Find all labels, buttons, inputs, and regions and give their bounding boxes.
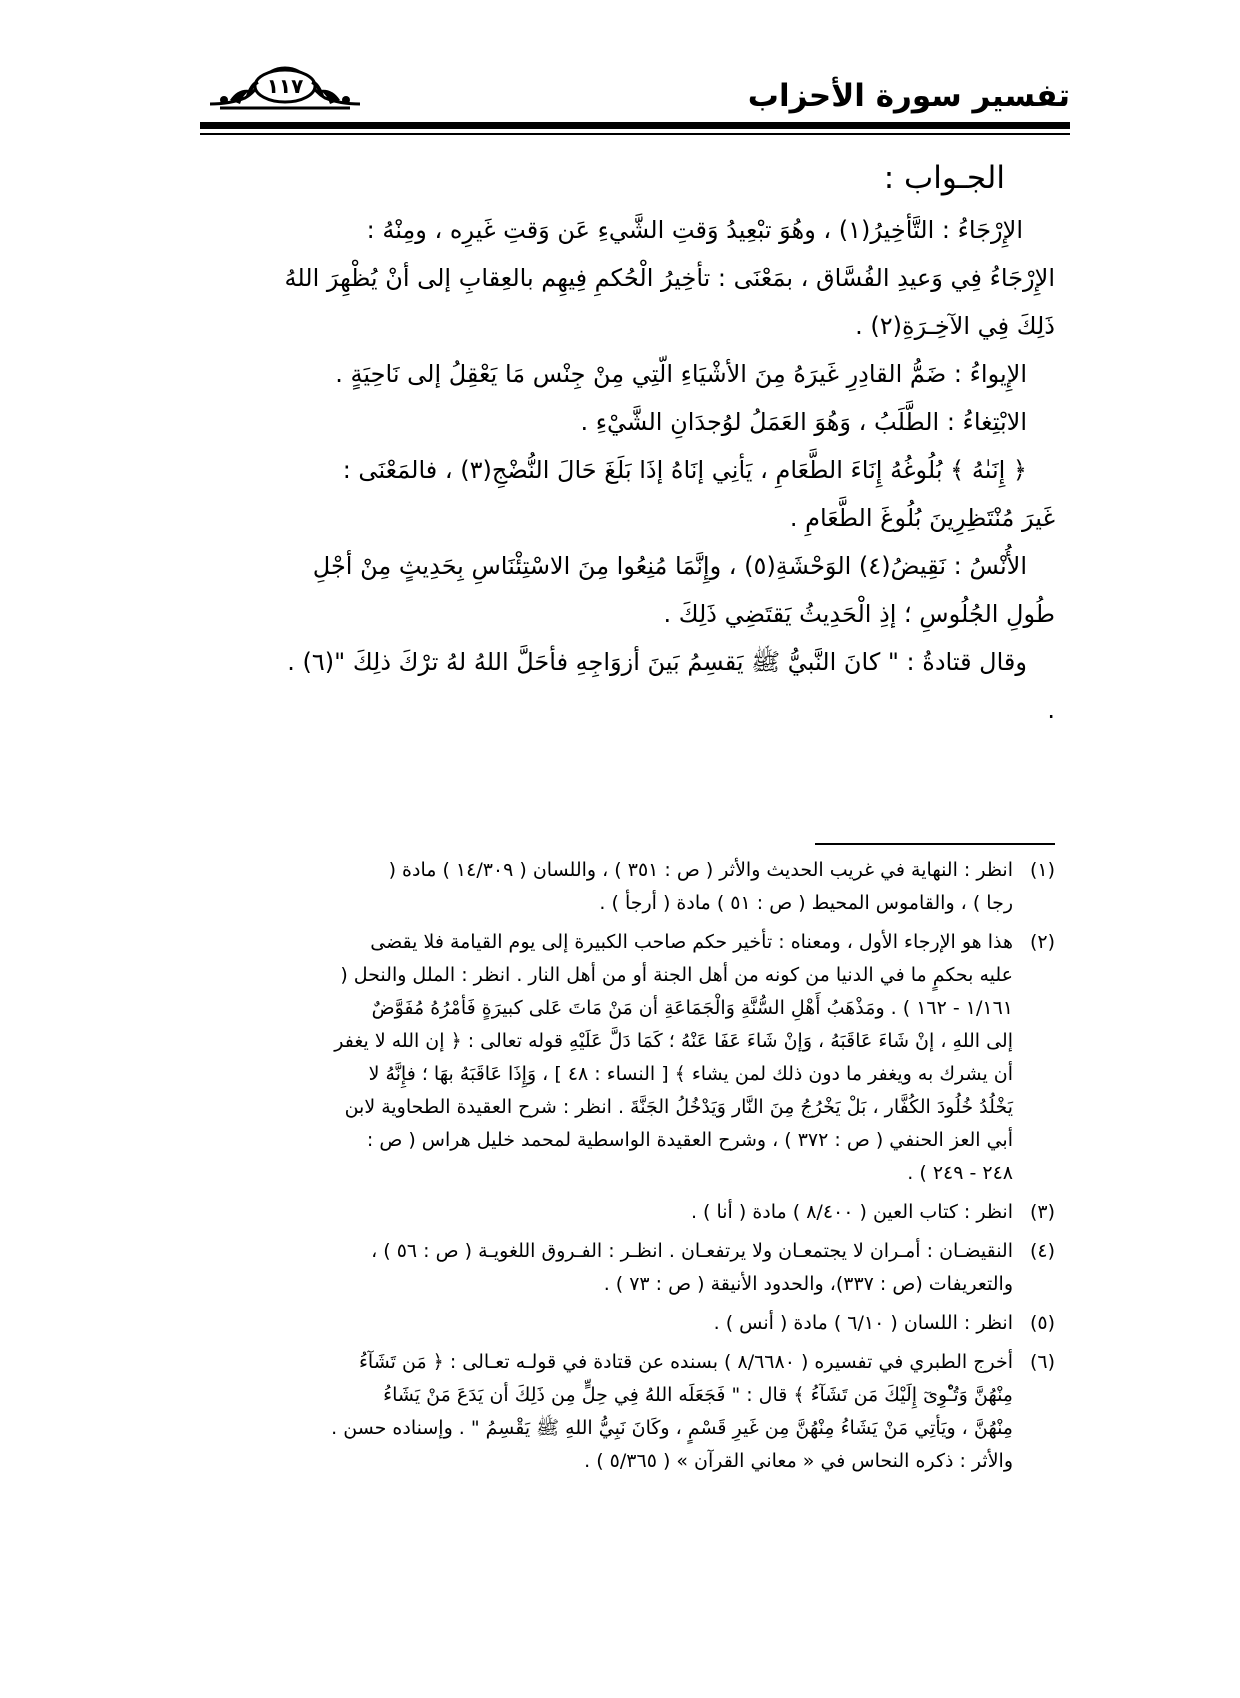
footnote-line: عليه بحكمٍ ما في الدنيا من كونه من أهل الجنة أو من أهل النار . انظر : الملل والنحل (: [340, 964, 1013, 986]
footnote-2: [180, 926, 1055, 1190]
footnote-line: انظر : النهاية في غريب الحديث والأثر ( ص : ٣٥١ ) ، واللسان ( ١٤/٣٠٩ ) مادة (: [388, 859, 1013, 881]
paragraph-irja-line2: الإِرْجَاءُ فِي وَعيدِ الفُسَّاق ، بمَعْنَى : تأخِيرُ الْحُكمِ فِيهِم بالعِقابِ إلى أنْ يُظْهِرَ اللهُ: [284, 264, 1055, 292]
footnote-5: [180, 1307, 1055, 1340]
main-content: [185, 150, 1055, 734]
footnote-text: [180, 1196, 1013, 1229]
footnote-line: والتعريفات (ص : ٣٣٧)، والحدود الأنيقة ( ص : ٧٣ ) .: [603, 1273, 1013, 1295]
footnote-line: أن يشرك به ويغفر ما دون ذلك لمن يشاء ﴾ [ النساء : ٤٨ ] ، وَإِذَا عَاقَبَهُ بهَا ؛ فإِنَّهُ لا: [368, 1063, 1013, 1085]
footnote-line: ١/١٦١ - ١٦٢ ) . ومَذْهَبُ أَهْلِ السُّنَّةِ وَالْجَمَاعَةِ أن مَنْ مَاتَ عَلى كبيرَةٍ فَأمْرُهُ مُفَوَّضٌ: [371, 997, 1013, 1019]
paragraph-uns-line2: طُولِ الجُلُوسِ ؛ إذِ الْحَدِيثُ يَقتَضِي ذَلِكَ .: [663, 600, 1055, 628]
footnote-line: والأثر : ذكره النحاس في « معاني القرآن » ( ٥/٣٦٥ ) .: [584, 1450, 1013, 1472]
footnote-line: مِنْهُنَّ ، ويَأتِي مَنْ يَشَاءُ مِنْهُنَّ مِن غَيرِ قَسْمٍ ، وكَانَ نَبِيُّ اللهِ ﷺ يَقْسِمُ " . وإسناده حسن .: [331, 1417, 1013, 1439]
footnote-line: هذا هو الإرجاء الأول ، ومعناه : تأخير حكم صاحب الكبيرة إلى يوم القيامة فلا يقضى: [370, 931, 1013, 953]
footnote-text: [180, 854, 1013, 920]
footnote-line: النقيضـان : أمـران لا يجتمعـان ولا يرتفعـان . انظـر : الفـروق اللغويـة ( ص : ٥٦ ) ،: [371, 1240, 1013, 1262]
page-number: ١١٧: [266, 74, 304, 98]
footnote-line: إلى اللهِ ، إنْ شَاءَ عَاقَبَهُ ، وَإنْ شَاءَ عَفَا عَنْهُ ؛ كَمَا دَلَّ عَلَيْهِ قوله تعالى : ﴿ إن الله لا يغفر: [334, 1030, 1013, 1052]
footnote-1: [180, 854, 1055, 920]
page-number-ornament: [200, 60, 370, 114]
paragraph-iwaa: الإِيواءُ : ضَمُّ القادِرِ غَيرَهُ مِنَ الأشْيَاءِ الّتِي مِنْ جِنْس مَا يَعْقِلُ إلى نَاحِيَةٍ .: [335, 360, 1027, 388]
paragraph-ibtighaa: الابْتِغاءُ : الطَّلَبُ ، وَهُوَ العَمَلُ لوُجدَانِ الشَّيْءِ .: [580, 408, 1027, 436]
footnote-line: انظر : اللسان ( ٦/١٠ ) مادة ( أنس ) .: [713, 1312, 1013, 1334]
answer-heading: الجـواب :: [883, 160, 1005, 196]
footnote-number: (٢): [1029, 931, 1055, 953]
paragraph-inahu-line1: ﴿ إِنَىٰهُ ﴾ بُلُوغُهُ إِنَاءَ الطَّعَامِ ، يَأنِي إنَاهُ إذَا بَلَغَ حَالَ النُّضْجِ(٣) ، فالمَعْنَى :: [342, 456, 1027, 484]
footnote-line: مِنْهُنَّ وَتُـْٔوِىٓ إِلَيْكَ مَن تَشَآءُ ﴾ قال : " فَجَعَلَه اللهُ فِي حِلٍّ مِن ذَلِكَ أن يَدَعَ مَنْ يَشَاءُ: [383, 1384, 1013, 1406]
footnote-line: رجا ) ، والقاموس المحيط ( ص : ٥١ ) مادة ( أرجأ ) .: [599, 892, 1013, 914]
footnote-number: (٤): [1029, 1240, 1055, 1262]
footnote-6: [180, 1346, 1055, 1478]
footnote-line: أبي العز الحنفي ( ص : ٣٧٢ ) ، وشرح العقيدة الواسطية لمحمد خليل هراس ( ص :: [366, 1129, 1013, 1151]
footnote-number: (٥): [1029, 1312, 1055, 1334]
paragraph-qatada: وقال قتادةُ : " كانَ النَّبيُّ ﷺ يَقسِمُ بَينَ أزوَاجِهِ فأحَلَّ اللهُ لهُ ترْكَ ذلِكَ "(٦) .: [287, 648, 1027, 676]
header-rule-thin: [200, 133, 1070, 135]
footnote-text: [180, 926, 1013, 1190]
stray-dot: .: [1047, 696, 1055, 724]
footnote-3: [180, 1196, 1055, 1229]
paragraph-irja-line3: ذَلِكَ فِي الآخِـرَةِ(٢) .: [855, 312, 1055, 340]
footnotes: [180, 854, 1055, 1484]
book-title: تفسير سورة الأحزاب: [747, 78, 1070, 114]
footnote-line: انظر : كتاب العين ( ٨/٤٠٠ ) مادة ( أنا ) .: [690, 1201, 1013, 1223]
paragraph-irja-line1: الإِرْجَاءُ : التَّأخِيرُ(١) ، وهُوَ تبْعِيدُ وَقتِ الشَّيءِ عَن وَقتِ غَيرِه ، ومِنْهُ :: [366, 216, 1023, 244]
footnote-line: أخرج الطبري في تفسيره ( ٨/٦٦٨٠ ) بسنده عن قتادة في قولـه تعـالى : ﴿ مَن تَشَآءُ: [358, 1351, 1013, 1373]
footnote-text: [180, 1346, 1013, 1478]
footnote-line: يَخْلُدُ خُلُودَ الكُفَّار ، بَلْ يَخْرُجُ مِنَ النَّار وَيَدْخُلُ الجَنَّةَ . انظر : شرح العقيدة الطحاوية لابن: [344, 1096, 1013, 1118]
footnote-text: [180, 1235, 1013, 1301]
footnote-number: (٦): [1029, 1351, 1055, 1373]
footnote-number: (٣): [1029, 1201, 1055, 1223]
footnote-line: ٢٤٨ - ٢٤٩ ) .: [907, 1162, 1013, 1184]
footnote-text: [180, 1307, 1013, 1340]
paragraph-inahu-line2: غَيرَ مُنْتَظِرِينَ بُلُوغَ الطَّعَامِ .: [789, 504, 1055, 532]
header-rule-thick: [200, 122, 1070, 129]
footnote-separator: [815, 843, 1055, 845]
footnote-number: (١): [1029, 859, 1055, 881]
paragraph-uns-line1: الأُنْسُ : نَقِيضُ(٤) الوَحْشَةِ(٥) ، وإِنَّمَا مُنِعُوا مِنَ الاسْتِئْنَاسِ بِحَدِيثٍ مِنْ أجْلِ: [312, 552, 1027, 580]
footnote-4: [180, 1235, 1055, 1301]
